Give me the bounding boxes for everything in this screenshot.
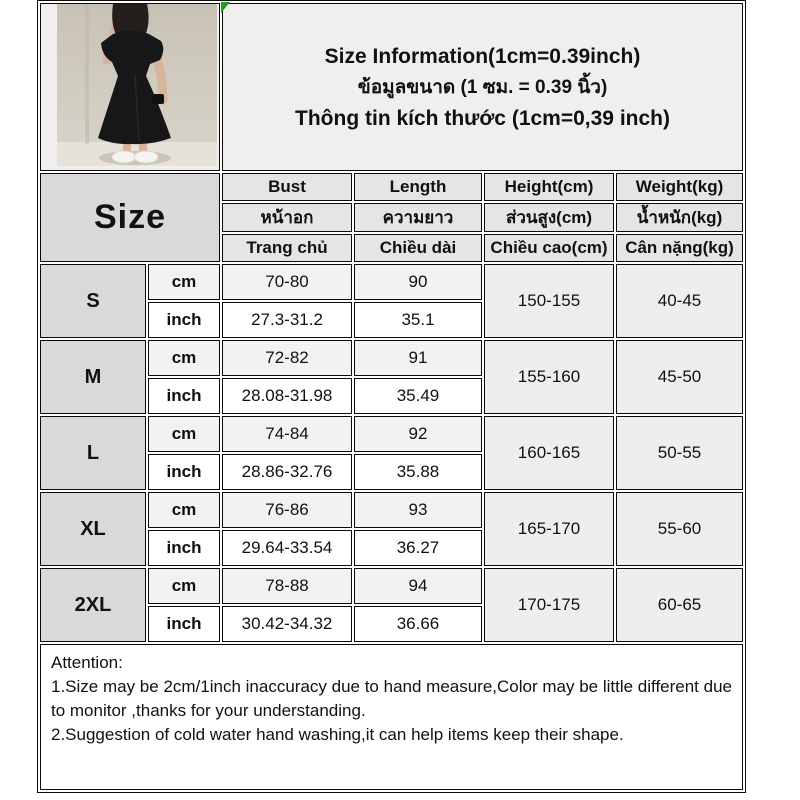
crossbody-bag: [152, 94, 164, 104]
size-label-2xl: 2XL: [40, 568, 146, 642]
unit-label-cm: cm: [148, 340, 220, 376]
size-info-title-vi: Thông tin kích thước (1cm=0,39 inch): [295, 106, 670, 130]
bust-inch-m: 28.08-31.98: [222, 378, 352, 414]
length-inch-2xl: 36.66: [354, 606, 482, 642]
weight-s: 40-45: [616, 264, 743, 338]
unit-label-inch: inch: [148, 302, 220, 338]
bust-inch-2xl: 30.42-34.32: [222, 606, 352, 642]
unit-label-cm: cm: [148, 264, 220, 300]
col-header-bust-th: หน้าอก: [222, 203, 352, 232]
product-photo: [57, 4, 217, 166]
bust-cm-s: 70-80: [222, 264, 352, 300]
length-cm-xl: 93: [354, 492, 482, 528]
attention-line-1: 1.Size may be 2cm/1inch inaccuracy due to hand measure,Color may be little different due to monitor ,thanks for your understanding.: [51, 677, 732, 720]
weight-l: 50-55: [616, 416, 743, 490]
photo-wall-corner: [85, 4, 89, 144]
size-label-s: S: [40, 264, 146, 338]
size-label-xl: XL: [40, 492, 146, 566]
size-label-m: M: [40, 340, 146, 414]
model-shoe: [134, 151, 158, 163]
unit-label-inch: inch: [148, 378, 220, 414]
unit-label-inch: inch: [148, 530, 220, 566]
table-row-2xl-cm: [40, 568, 743, 604]
length-cm-s: 90: [354, 264, 482, 300]
weight-xl: 55-60: [616, 492, 743, 566]
attention-line-2: 2.Suggestion of cold water hand washing,it can help items keep their shape.: [51, 725, 624, 744]
weight-m: 45-50: [616, 340, 743, 414]
weight-2xl: 60-65: [616, 568, 743, 642]
unit-label-cm: cm: [148, 568, 220, 604]
table-row-s-cm: [40, 264, 743, 300]
size-chart-table: [37, 0, 746, 793]
height-s: 150-155: [484, 264, 614, 338]
size-info-title-th: ข้อมูลขนาด (1 ซม. = 0.39 นิ้ว): [357, 76, 608, 98]
height-xl: 165-170: [484, 492, 614, 566]
column-header-row-en: [40, 173, 743, 201]
table-row-l-cm: [40, 416, 743, 452]
table-row-xl-cm: [40, 492, 743, 528]
col-header-height-th: ส่วนสูง(cm): [484, 203, 614, 232]
col-header-height-vi: Chiều cao(cm): [484, 234, 614, 262]
length-cm-2xl: 94: [354, 568, 482, 604]
bust-inch-s: 27.3-31.2: [222, 302, 352, 338]
attention-heading: Attention:: [51, 653, 123, 672]
height-m: 155-160: [484, 340, 614, 414]
bust-cm-l: 74-84: [222, 416, 352, 452]
col-header-bust-en: Bust: [222, 173, 352, 201]
attention-note: [40, 644, 743, 790]
unit-label-cm: cm: [148, 416, 220, 452]
length-cm-m: 91: [354, 340, 482, 376]
col-header-length-vi: Chiều dài: [354, 234, 482, 262]
height-2xl: 170-175: [484, 568, 614, 642]
col-header-weight-th: น้ำหนัก(kg): [616, 203, 743, 232]
size-label-l: L: [40, 416, 146, 490]
length-inch-m: 35.49: [354, 378, 482, 414]
product-photo-cell: [40, 3, 220, 171]
col-header-length-en: Length: [354, 173, 482, 201]
length-inch-xl: 36.27: [354, 530, 482, 566]
green-corner-marker: [221, 2, 230, 13]
col-header-height-en: Height(cm): [484, 173, 614, 201]
col-header-length-th: ความยาว: [354, 203, 482, 232]
length-cm-l: 92: [354, 416, 482, 452]
title-cell: [222, 3, 743, 171]
unit-label-cm: cm: [148, 492, 220, 528]
bust-cm-m: 72-82: [222, 340, 352, 376]
bust-cm-xl: 76-86: [222, 492, 352, 528]
table-row-m-cm: [40, 340, 743, 376]
model-shoe: [112, 151, 136, 163]
bust-inch-xl: 29.64-33.54: [222, 530, 352, 566]
unit-label-inch: inch: [148, 606, 220, 642]
size-chart-sheet: [37, 0, 746, 793]
col-header-weight-vi: Cân nặng(kg): [616, 234, 743, 262]
unit-label-inch: inch: [148, 454, 220, 490]
size-info-title-en: Size Information(1cm=0.39inch): [324, 44, 641, 68]
height-l: 160-165: [484, 416, 614, 490]
bust-inch-l: 28.86-32.76: [222, 454, 352, 490]
header-block-row: [40, 3, 743, 171]
attention-row: [40, 644, 743, 790]
col-header-weight-en: Weight(kg): [616, 173, 743, 201]
col-header-bust-vi: Trang chủ: [222, 234, 352, 262]
length-inch-s: 35.1: [354, 302, 482, 338]
size-header-cell: Size: [40, 173, 220, 262]
bust-cm-2xl: 78-88: [222, 568, 352, 604]
length-inch-l: 35.88: [354, 454, 482, 490]
